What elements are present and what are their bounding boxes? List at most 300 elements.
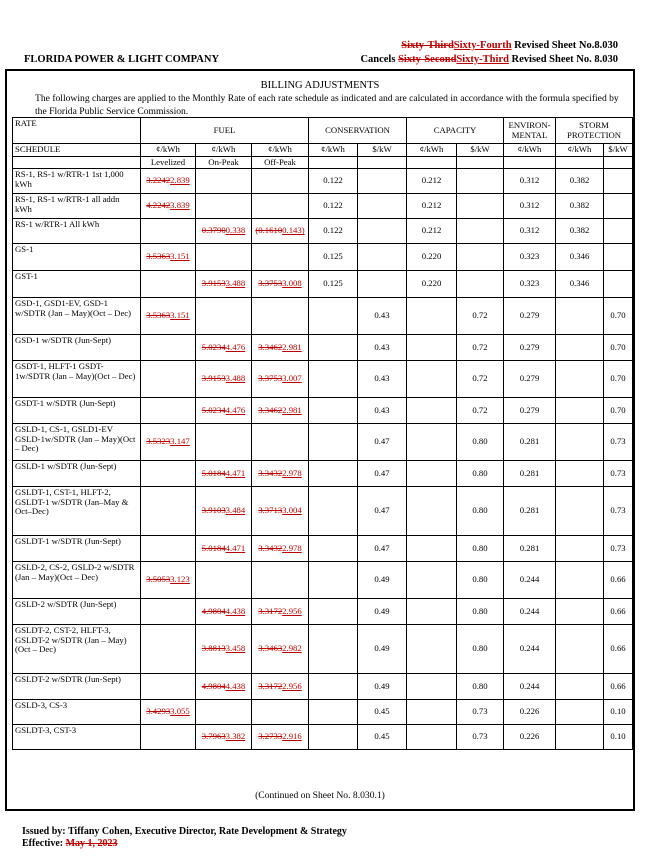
conservation-kw-cell: 0.49 bbox=[358, 562, 407, 599]
unit-label: ¢/kWh bbox=[252, 144, 309, 157]
new-value: 3.008 bbox=[282, 278, 302, 289]
new-value: 2.956 bbox=[282, 680, 302, 691]
conservation-kwh-cell bbox=[309, 562, 358, 599]
storm-kw-cell bbox=[604, 194, 633, 219]
old-value: (0.1610 bbox=[255, 225, 283, 236]
old-value: 3.4293 bbox=[146, 706, 171, 717]
schedule-cell: GSLD-1 w/SDTR (Jun-Sept) bbox=[13, 461, 141, 487]
storm-kw-cell: 0.66 bbox=[604, 674, 633, 700]
storm-kwh-cell bbox=[556, 599, 604, 625]
capacity-kw-cell: 0.72 bbox=[457, 398, 504, 424]
storm-kw-cell: 0.66 bbox=[604, 599, 633, 625]
schedule-cell: GSLD-1, CS-1, GSLD1-EV GSLD-1w/SDTR (Jan – May)(Oct – Dec) bbox=[13, 424, 141, 461]
capacity-kwh-cell bbox=[407, 725, 457, 750]
capacity-kw-cell: 0.80 bbox=[457, 487, 504, 536]
capacity-kw-cell: 0.72 bbox=[457, 298, 504, 335]
storm-kw-cell: 0.70 bbox=[604, 398, 633, 424]
environmental-cell: 0.281 bbox=[504, 424, 556, 461]
environmental-cell: 0.279 bbox=[504, 361, 556, 398]
environmental-cell: 0.323 bbox=[504, 271, 556, 298]
on-peak-cell bbox=[196, 461, 252, 487]
effective-line bbox=[22, 838, 118, 849]
new-value: 2.981 bbox=[282, 404, 302, 415]
conservation-kw-cell: 0.47 bbox=[358, 487, 407, 536]
cancels-sheet-line bbox=[360, 54, 618, 65]
old-value: 3.9103 bbox=[201, 505, 226, 516]
old-value: 3.3462 bbox=[258, 341, 283, 352]
schedule-cell: GSDT-1, HLFT-1 GSDT-1w/SDTR (Jan – May)(Oct – Dec) bbox=[13, 361, 141, 398]
off-peak-label: Off-Peak bbox=[252, 156, 309, 169]
rate-rows bbox=[13, 169, 633, 750]
table-row bbox=[13, 625, 633, 674]
old-value: 3.3432 bbox=[258, 467, 283, 478]
storm-kwh-cell bbox=[556, 398, 604, 424]
conservation-kw-cell: 0.43 bbox=[358, 298, 407, 335]
empty-cell bbox=[504, 156, 556, 169]
table-row bbox=[13, 487, 633, 536]
new-value: 0.338 bbox=[225, 225, 246, 236]
conservation-kw-cell: 0.47 bbox=[358, 461, 407, 487]
environmental-cell: 0.323 bbox=[504, 244, 556, 271]
storm-kwh-cell bbox=[556, 674, 604, 700]
group-header-row bbox=[13, 118, 633, 144]
storm-kw-cell: 0.70 bbox=[604, 361, 633, 398]
unit-label: ¢/kWh bbox=[141, 144, 196, 157]
conservation-kwh-cell bbox=[309, 700, 358, 725]
capacity-kwh-cell bbox=[407, 487, 457, 536]
capacity-kwh-cell bbox=[407, 625, 457, 674]
environmental-cell: 0.279 bbox=[504, 298, 556, 335]
capacity-kw-cell bbox=[457, 244, 504, 271]
levelized-cell bbox=[141, 361, 196, 398]
old-value: 4.9804 bbox=[201, 680, 226, 691]
storm-kwh-cell bbox=[556, 298, 604, 335]
schedule-header: SCHEDULE bbox=[13, 144, 141, 157]
empty-cell bbox=[358, 156, 407, 169]
capacity-kwh-cell bbox=[407, 298, 457, 335]
off-peak-cell bbox=[252, 219, 309, 244]
capacity-header: CAPACITY bbox=[407, 118, 504, 144]
schedule-cell: RS-1, RS-1 w/RTR-1 1st 1,000 kWh bbox=[13, 169, 141, 194]
storm-kw-cell: 0.70 bbox=[604, 298, 633, 335]
levelized-cell bbox=[141, 562, 196, 599]
schedule-cell: GSLDT-1 w/SDTR (Jun-Sept) bbox=[13, 536, 141, 562]
levelized-cell bbox=[141, 271, 196, 298]
conservation-kwh-cell bbox=[309, 335, 358, 361]
levelized-cell bbox=[141, 674, 196, 700]
conservation-kw-cell: 0.43 bbox=[358, 361, 407, 398]
storm-kwh-cell bbox=[556, 461, 604, 487]
storm-kwh-cell bbox=[556, 562, 604, 599]
conservation-kwh-cell bbox=[309, 398, 358, 424]
environmental-cell: 0.281 bbox=[504, 461, 556, 487]
on-peak-cell bbox=[196, 335, 252, 361]
empty-cell bbox=[556, 156, 604, 169]
table-row bbox=[13, 244, 633, 271]
capacity-kwh-cell bbox=[407, 562, 457, 599]
levelized-cell bbox=[141, 298, 196, 335]
storm-kw-cell bbox=[604, 244, 633, 271]
on-peak-cell bbox=[196, 725, 252, 750]
new-value: 3.488 bbox=[225, 278, 246, 289]
levelized-cell bbox=[141, 194, 196, 219]
levelized-cell bbox=[141, 625, 196, 674]
levelized-cell bbox=[141, 169, 196, 194]
off-peak-cell bbox=[252, 244, 309, 271]
old-value: 5.0184 bbox=[201, 467, 226, 478]
storm-kwh-cell: 0.346 bbox=[556, 244, 604, 271]
new-value: 3.004 bbox=[282, 505, 302, 516]
capacity-kw-cell: 0.80 bbox=[457, 562, 504, 599]
environmental-cell: 0.244 bbox=[504, 674, 556, 700]
empty-cell bbox=[604, 156, 633, 169]
levelized-cell bbox=[141, 244, 196, 271]
table-row bbox=[13, 219, 633, 244]
off-peak-cell bbox=[252, 674, 309, 700]
new-value: 3.055 bbox=[170, 706, 190, 717]
capacity-kwh-cell bbox=[407, 536, 457, 562]
on-peak-cell bbox=[196, 599, 252, 625]
capacity-kw-cell: 0.73 bbox=[457, 725, 504, 750]
old-value: 4.2242 bbox=[146, 200, 171, 211]
conservation-kw-cell: 0.43 bbox=[358, 398, 407, 424]
capacity-kw-cell: 0.80 bbox=[457, 625, 504, 674]
on-peak-cell bbox=[196, 424, 252, 461]
capacity-kwh-cell bbox=[407, 674, 457, 700]
new-value: 4.476 bbox=[225, 404, 246, 415]
conservation-kw-cell bbox=[358, 244, 407, 271]
unit-label: ¢/kWh bbox=[407, 144, 457, 157]
new-value: 4.476 bbox=[225, 341, 246, 352]
old-value: 3.3753 bbox=[258, 373, 283, 384]
table-row bbox=[13, 599, 633, 625]
storm-kwh-cell bbox=[556, 335, 604, 361]
capacity-kwh-cell bbox=[407, 361, 457, 398]
table-row bbox=[13, 335, 633, 361]
schedule-cell: GSDT-1 w/SDTR (Jun-Sept) bbox=[13, 398, 141, 424]
conservation-kwh-cell: 0.122 bbox=[309, 219, 358, 244]
environmental-cell: 0.312 bbox=[504, 169, 556, 194]
new-value: 3.484 bbox=[225, 505, 246, 516]
on-peak-cell bbox=[196, 487, 252, 536]
schedule-cell: RS-1 w/RTR-1 All kWh bbox=[13, 219, 141, 244]
storm-kw-cell: 0.73 bbox=[604, 424, 633, 461]
new-value: 2.982 bbox=[282, 643, 302, 654]
environmental-cell: 0.244 bbox=[504, 625, 556, 674]
conservation-kwh-cell bbox=[309, 599, 358, 625]
conservation-kw-cell: 0.45 bbox=[358, 700, 407, 725]
empty-cell bbox=[13, 156, 141, 169]
storm-kw-cell bbox=[604, 271, 633, 298]
continued-note: (Continued on Sheet No. 8.030.1) bbox=[255, 790, 385, 801]
capacity-kwh-cell bbox=[407, 335, 457, 361]
new-value: 3.123 bbox=[170, 574, 190, 585]
table-row bbox=[13, 169, 633, 194]
conservation-kwh-cell: 0.125 bbox=[309, 244, 358, 271]
old-value: 4.9804 bbox=[201, 605, 226, 616]
new-value: 3.007 bbox=[282, 373, 302, 384]
conservation-kwh-cell bbox=[309, 487, 358, 536]
storm-kwh-cell: 0.346 bbox=[556, 271, 604, 298]
intro-text: The following charges are applied to the Monthly Rate of each rate schedule as indicated and are calculated in accordance with the formula specified by the Florida Public Service Commission. bbox=[35, 93, 619, 117]
capacity-kw-cell: 0.80 bbox=[457, 424, 504, 461]
capacity-kwh-cell bbox=[407, 398, 457, 424]
table-row bbox=[13, 424, 633, 461]
storm-kwh-cell bbox=[556, 361, 604, 398]
conservation-kwh-cell bbox=[309, 298, 358, 335]
capacity-kwh-cell bbox=[407, 424, 457, 461]
old-value: 5.0184 bbox=[201, 542, 226, 553]
schedule-cell: GSLDT-2 w/SDTR (Jun-Sept) bbox=[13, 674, 141, 700]
environmental-cell: 0.226 bbox=[504, 700, 556, 725]
conservation-header: CONSERVATION bbox=[309, 118, 407, 144]
capacity-kw-cell: 0.80 bbox=[457, 674, 504, 700]
old-value: 5.0234 bbox=[201, 341, 226, 352]
conservation-kwh-cell bbox=[309, 536, 358, 562]
table-row bbox=[13, 700, 633, 725]
capacity-kw-cell: 0.80 bbox=[457, 599, 504, 625]
new-value: 4.471 bbox=[225, 542, 246, 553]
levelized-cell bbox=[141, 536, 196, 562]
document-frame bbox=[5, 69, 635, 811]
unit-label: $/kW bbox=[604, 144, 633, 157]
conservation-kw-cell bbox=[358, 219, 407, 244]
conservation-kwh-cell bbox=[309, 461, 358, 487]
revised-suffix: Revised Sheet No.8.030 bbox=[511, 40, 618, 51]
table-row bbox=[13, 271, 633, 298]
unit-label: ¢/kWh bbox=[556, 144, 604, 157]
new-value: 2.839 bbox=[170, 175, 190, 186]
on-peak-cell bbox=[196, 562, 252, 599]
cancels-suffix: Revised Sheet No. 8.030 bbox=[508, 54, 618, 65]
storm-kwh-cell: 0.382 bbox=[556, 219, 604, 244]
off-peak-cell bbox=[252, 361, 309, 398]
old-value: 3.3462 bbox=[258, 404, 283, 415]
table-row bbox=[13, 398, 633, 424]
on-peak-cell bbox=[196, 298, 252, 335]
conservation-kwh-cell bbox=[309, 725, 358, 750]
off-peak-cell bbox=[252, 398, 309, 424]
revised-sheet-line bbox=[24, 40, 618, 51]
off-peak-cell bbox=[252, 194, 309, 219]
conservation-kwh-cell: 0.122 bbox=[309, 169, 358, 194]
effective-old: May 1, 2023 bbox=[65, 838, 118, 849]
old-value: 3.9153 bbox=[201, 278, 226, 289]
table-row bbox=[13, 298, 633, 335]
storm-kw-cell: 0.66 bbox=[604, 625, 633, 674]
storm-kwh-cell bbox=[556, 725, 604, 750]
on-peak-cell bbox=[196, 398, 252, 424]
cancels-old: Sixty-Second bbox=[398, 54, 457, 65]
storm-kw-cell: 0.73 bbox=[604, 461, 633, 487]
levelized-cell bbox=[141, 461, 196, 487]
old-value: 3.2733 bbox=[258, 731, 283, 742]
levelized-cell bbox=[141, 700, 196, 725]
on-peak-cell bbox=[196, 271, 252, 298]
levelized-cell bbox=[141, 487, 196, 536]
old-value: 3.5053 bbox=[146, 574, 171, 585]
capacity-kw-cell bbox=[457, 219, 504, 244]
capacity-kw-cell: 0.80 bbox=[457, 461, 504, 487]
new-value: 2.978 bbox=[282, 467, 302, 478]
schedule-cell: GSD-1, GSD1-EV, GSD-1 w/SDTR (Jan – May)(Oct – Dec) bbox=[13, 298, 141, 335]
schedule-cell: GSLD-2, CS-2, GSLD-2 w/SDTR (Jan – May)(Oct – Dec) bbox=[13, 562, 141, 599]
storm-kwh-cell: 0.382 bbox=[556, 194, 604, 219]
new-value: 3.147 bbox=[170, 436, 190, 447]
schedule-cell: RS-1, RS-1 w/RTR-1 all addn kWh bbox=[13, 194, 141, 219]
conservation-kw-cell bbox=[358, 169, 407, 194]
capacity-kwh-cell: 0.212 bbox=[407, 219, 457, 244]
schedule-cell: GSD-1 w/SDTR (Jun-Sept) bbox=[13, 335, 141, 361]
storm-kw-cell bbox=[604, 169, 633, 194]
conservation-kw-cell: 0.47 bbox=[358, 536, 407, 562]
new-value: 2.956 bbox=[282, 605, 302, 616]
schedule-cell: GS-1 bbox=[13, 244, 141, 271]
new-value: 3.151 bbox=[170, 310, 190, 321]
storm-kwh-cell bbox=[556, 424, 604, 461]
on-peak-cell bbox=[196, 674, 252, 700]
schedule-cell: GSLDT-1, CST-1, HLFT-2, GSLDT-1 w/SDTR (Jan–May & Oct–Dec) bbox=[13, 487, 141, 536]
off-peak-cell bbox=[252, 725, 309, 750]
capacity-kwh-cell: 0.220 bbox=[407, 244, 457, 271]
conservation-kwh-cell bbox=[309, 361, 358, 398]
levelized-cell bbox=[141, 424, 196, 461]
capacity-kw-cell: 0.72 bbox=[457, 335, 504, 361]
capacity-kwh-cell bbox=[407, 700, 457, 725]
storm-kw-cell: 0.73 bbox=[604, 536, 633, 562]
old-value: 3.3463 bbox=[258, 643, 283, 654]
table-row bbox=[13, 461, 633, 487]
conservation-kw-cell: 0.47 bbox=[358, 424, 407, 461]
off-peak-cell bbox=[252, 625, 309, 674]
conservation-kwh-cell: 0.125 bbox=[309, 271, 358, 298]
storm-kwh-cell: 0.382 bbox=[556, 169, 604, 194]
conservation-kw-cell bbox=[358, 271, 407, 298]
conservation-kw-cell: 0.43 bbox=[358, 335, 407, 361]
storm-kwh-cell bbox=[556, 487, 604, 536]
cancels-new: Sixty-Third bbox=[456, 54, 509, 65]
environmental-header: ENVIRON-MENTAL bbox=[504, 118, 556, 144]
issued-by: Issued by: Tiffany Cohen, Executive Director, Rate Development & Strategy bbox=[22, 826, 347, 837]
capacity-kwh-cell: 0.212 bbox=[407, 169, 457, 194]
environmental-cell: 0.244 bbox=[504, 562, 556, 599]
new-value: 3.458 bbox=[225, 643, 246, 654]
levelized-cell bbox=[141, 725, 196, 750]
environmental-cell: 0.226 bbox=[504, 725, 556, 750]
levelized-label: Levelized bbox=[141, 156, 196, 169]
capacity-kw-cell bbox=[457, 271, 504, 298]
off-peak-cell bbox=[252, 487, 309, 536]
capacity-kw-cell: 0.73 bbox=[457, 700, 504, 725]
table-row bbox=[13, 361, 633, 398]
company-name: FLORIDA POWER & LIGHT COMPANY bbox=[24, 54, 220, 65]
new-value: 4.438 bbox=[225, 605, 246, 616]
old-value: 5.0234 bbox=[201, 404, 226, 415]
sublabel-row bbox=[13, 156, 633, 169]
capacity-kwh-cell bbox=[407, 599, 457, 625]
schedule-cell: GSLD-3, CS-3 bbox=[13, 700, 141, 725]
on-peak-cell bbox=[196, 361, 252, 398]
storm-kw-cell: 0.70 bbox=[604, 335, 633, 361]
conservation-kw-cell: 0.49 bbox=[358, 625, 407, 674]
storm-kw-cell: 0.66 bbox=[604, 562, 633, 599]
on-peak-cell bbox=[196, 219, 252, 244]
capacity-kw-cell: 0.72 bbox=[457, 361, 504, 398]
new-value: 3.151 bbox=[170, 251, 190, 262]
off-peak-cell bbox=[252, 298, 309, 335]
new-value: 2.916 bbox=[282, 731, 302, 742]
capacity-kwh-cell bbox=[407, 461, 457, 487]
storm-kwh-cell bbox=[556, 536, 604, 562]
new-value: 2.978 bbox=[282, 542, 302, 553]
old-value: 3.3172 bbox=[258, 680, 283, 691]
old-value: 3.3172 bbox=[258, 605, 283, 616]
table-row bbox=[13, 536, 633, 562]
old-value: 3.3432 bbox=[258, 542, 283, 553]
cancels-prefix: Cancels bbox=[360, 54, 399, 65]
environmental-cell: 0.312 bbox=[504, 194, 556, 219]
old-value: 3.7963 bbox=[201, 731, 226, 742]
new-value: 3.839 bbox=[170, 200, 190, 211]
levelized-cell bbox=[141, 599, 196, 625]
on-peak-cell bbox=[196, 625, 252, 674]
conservation-kw-cell: 0.45 bbox=[358, 725, 407, 750]
storm-kw-cell: 0.10 bbox=[604, 725, 633, 750]
off-peak-cell bbox=[252, 536, 309, 562]
page-title: BILLING ADJUSTMENTS bbox=[260, 80, 380, 91]
table-row bbox=[13, 674, 633, 700]
new-value: 0.143) bbox=[282, 225, 305, 236]
on-peak-cell bbox=[196, 169, 252, 194]
schedule-cell: GSLDT-3, CST-3 bbox=[13, 725, 141, 750]
conservation-kwh-cell: 0.122 bbox=[309, 194, 358, 219]
schedule-cell: GSLD-2 w/SDTR (Jun-Sept) bbox=[13, 599, 141, 625]
new-value: 3.382 bbox=[225, 731, 246, 742]
schedule-cell: GSLDT-2, CST-2, HLFT-3, GSLDT-2 w/SDTR (Jan – May)(Oct – Dec) bbox=[13, 625, 141, 674]
capacity-kw-cell bbox=[457, 169, 504, 194]
unit-label: $/kW bbox=[457, 144, 504, 157]
unit-label: ¢/kWh bbox=[196, 144, 252, 157]
capacity-kw-cell bbox=[457, 194, 504, 219]
levelized-cell bbox=[141, 335, 196, 361]
off-peak-cell bbox=[252, 461, 309, 487]
unit-label: ¢/kWh bbox=[504, 144, 556, 157]
conservation-kwh-cell bbox=[309, 625, 358, 674]
old-value: 3.5363 bbox=[146, 310, 171, 321]
new-value: 2.981 bbox=[282, 341, 302, 352]
old-value: 3.5363 bbox=[146, 251, 171, 262]
new-value: 3.488 bbox=[225, 373, 246, 384]
old-value: 3.9153 bbox=[201, 373, 226, 384]
fuel-header: FUEL bbox=[141, 118, 309, 144]
conservation-kw-cell bbox=[358, 194, 407, 219]
new-value: 4.438 bbox=[225, 680, 246, 691]
unit-label: ¢/kWh bbox=[309, 144, 358, 157]
capacity-kwh-cell: 0.212 bbox=[407, 194, 457, 219]
storm-kw-cell: 0.10 bbox=[604, 700, 633, 725]
levelized-cell bbox=[141, 219, 196, 244]
old-value: 3.3753 bbox=[258, 278, 283, 289]
capacity-kw-cell: 0.80 bbox=[457, 536, 504, 562]
unit-header-row bbox=[13, 144, 633, 157]
conservation-kwh-cell bbox=[309, 674, 358, 700]
table-row bbox=[13, 725, 633, 750]
billing-adjustments-table bbox=[12, 117, 633, 750]
off-peak-cell bbox=[252, 335, 309, 361]
storm-kwh-cell bbox=[556, 625, 604, 674]
off-peak-cell bbox=[252, 700, 309, 725]
conservation-kw-cell: 0.49 bbox=[358, 674, 407, 700]
